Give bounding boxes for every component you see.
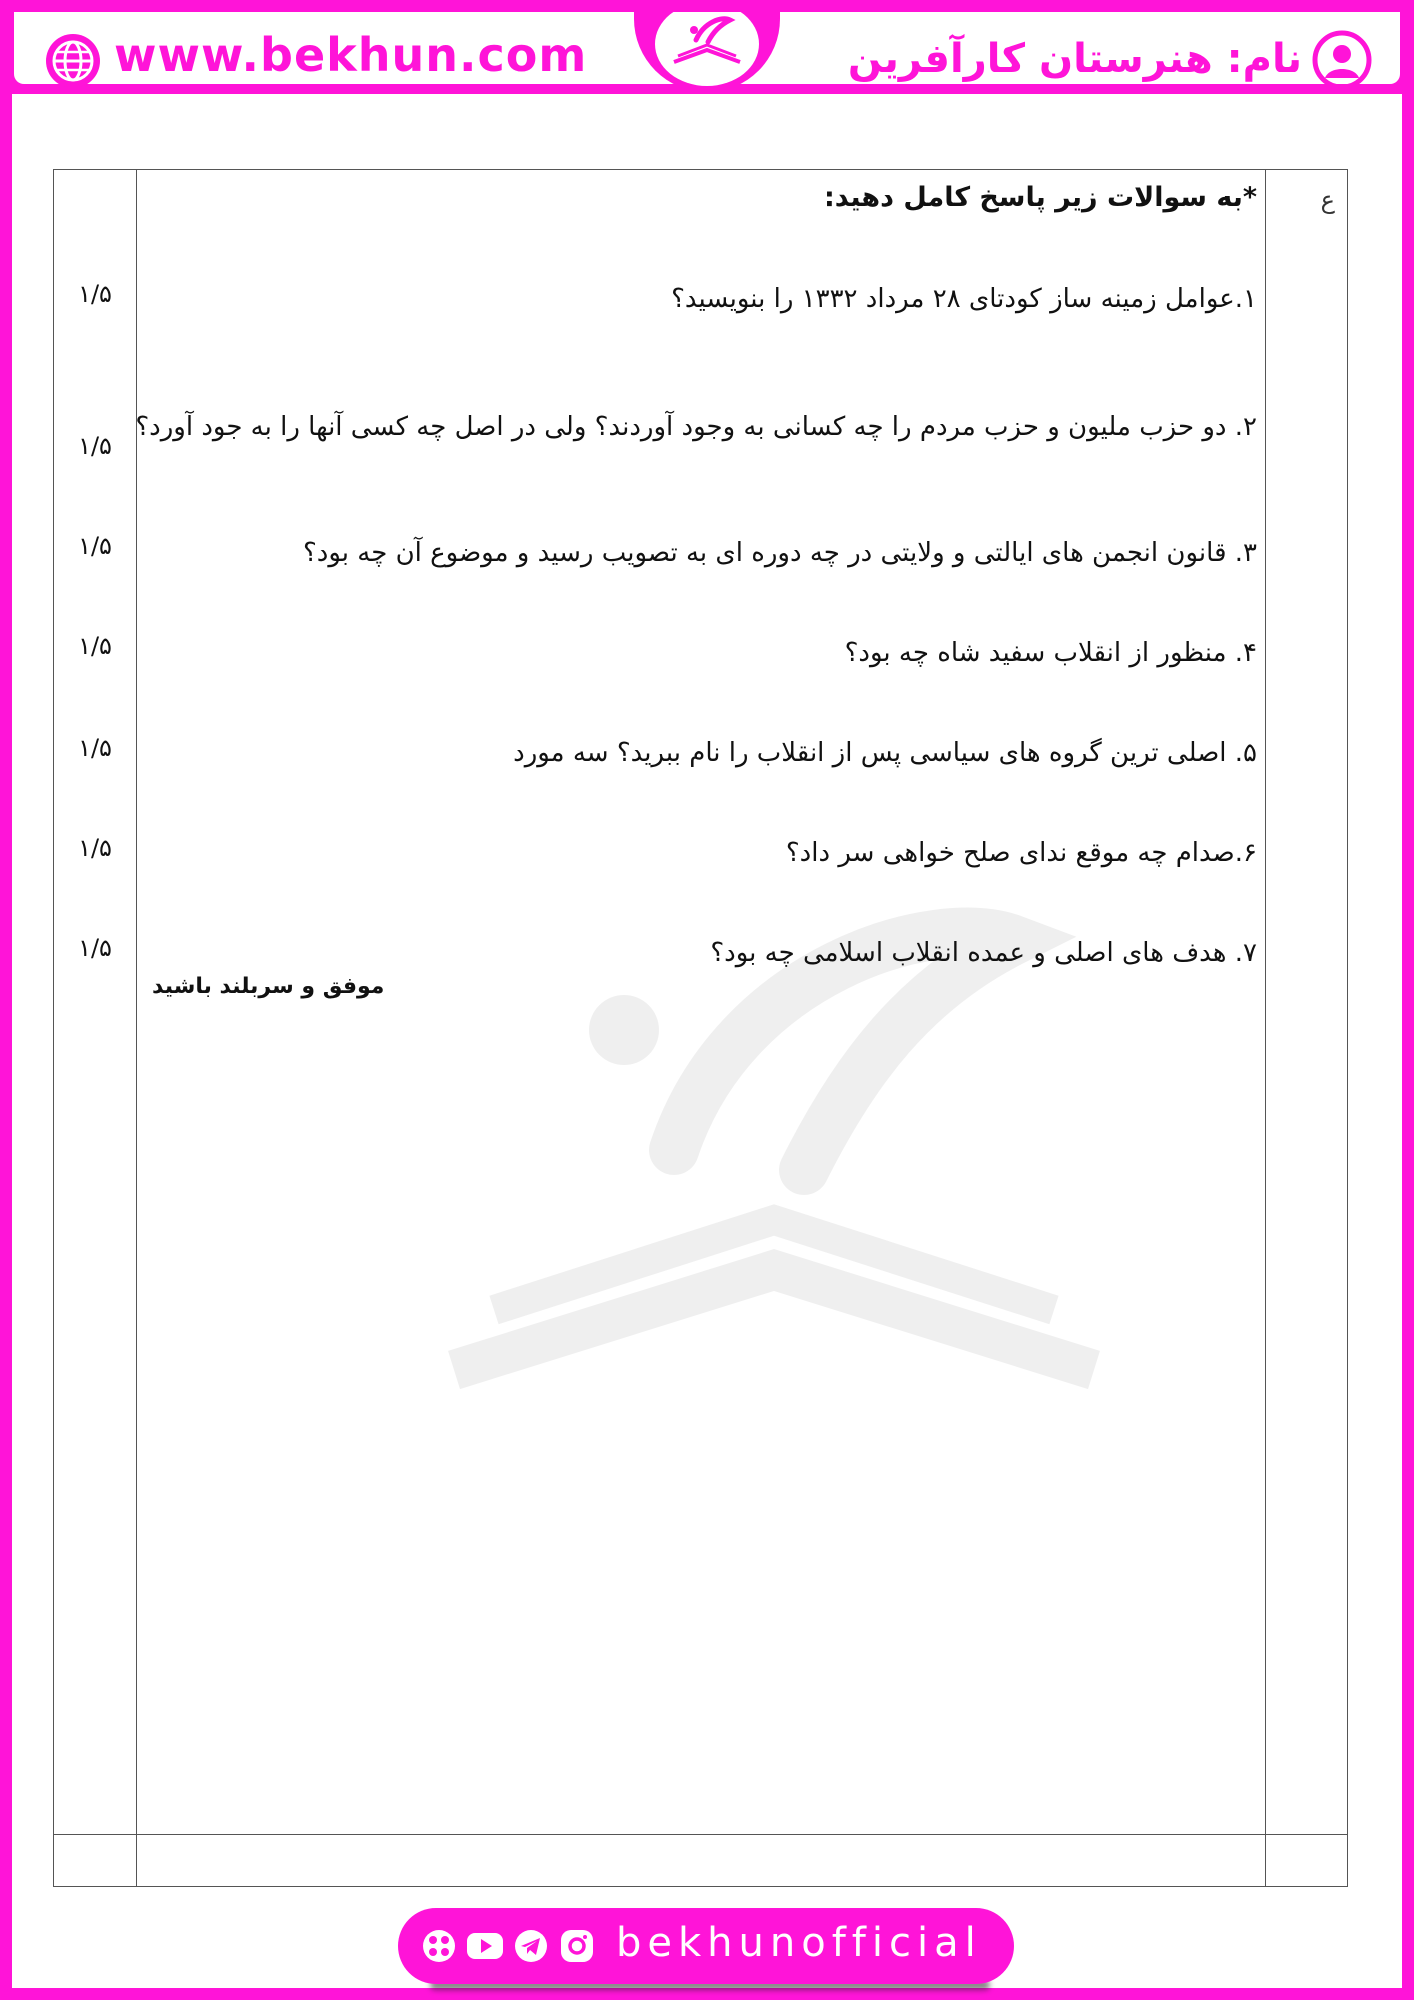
question-5: ۵. اصلی ترین گروه های سیاسی پس از انقلاب را نام ببرید؟ سه مورد xyxy=(513,738,1257,768)
closing-note: موفق و سربلند باشید xyxy=(152,974,385,999)
social-handle[interactable]: bekhunofficial xyxy=(616,1920,982,1966)
question-2-score: ۱/۵ xyxy=(78,432,112,460)
footer-row-divider xyxy=(54,1834,1347,1835)
question-3-score: ۱/۵ xyxy=(78,532,112,560)
question-4: ۴. منظور از انقلاب سفید شاه چه بود؟ xyxy=(844,638,1257,668)
question-4-score: ۱/۵ xyxy=(78,632,112,660)
row-number-column-divider xyxy=(1265,170,1266,1886)
question-1-score: ۱/۵ xyxy=(78,280,112,308)
question-7: ۷. هدف های اصلی و عمده انقلاب اسلامی چه بود؟ xyxy=(710,938,1257,968)
social-footer xyxy=(398,1908,1014,1984)
youtube-icon[interactable] xyxy=(466,1928,504,1964)
question-5-score: ۱/۵ xyxy=(78,734,112,762)
site-url-link[interactable]: www.bekhun.com xyxy=(114,28,588,82)
question-2: ۲. دو حزب ملیون و حزب مردم را چه کسانی به وجود آوردند؟ ولی در اصل چه کسی آنها را به جود آورد؟ xyxy=(135,412,1257,442)
school-name: نام: هنرستان کارآفرین xyxy=(847,36,1302,82)
telegram-icon[interactable] xyxy=(512,1928,550,1964)
exam-instruction: *به سوالات زیر پاسخ کامل دهید: xyxy=(823,182,1257,213)
row-number-header: ع xyxy=(1320,186,1335,214)
question-3: ۳. قانون انجمن های ایالتی و ولایتی در چه دوره ای به تصویب رسید و موضوع آن چه بود؟ xyxy=(302,538,1257,568)
instagram-icon[interactable] xyxy=(558,1928,596,1964)
question-1: ۱.عوامل زمینه ساز کودتای ۲۸ مرداد ۱۳۳۲ را بنویسید؟ xyxy=(671,284,1257,314)
exam-table xyxy=(53,169,1348,1887)
question-7-score: ۱/۵ xyxy=(78,934,112,962)
question-6-score: ۱/۵ xyxy=(78,834,112,862)
question-6: ۶.صدام چه موقع ندای صلح خواهی سر داد؟ xyxy=(785,838,1257,868)
aparat-icon[interactable] xyxy=(420,1928,458,1964)
